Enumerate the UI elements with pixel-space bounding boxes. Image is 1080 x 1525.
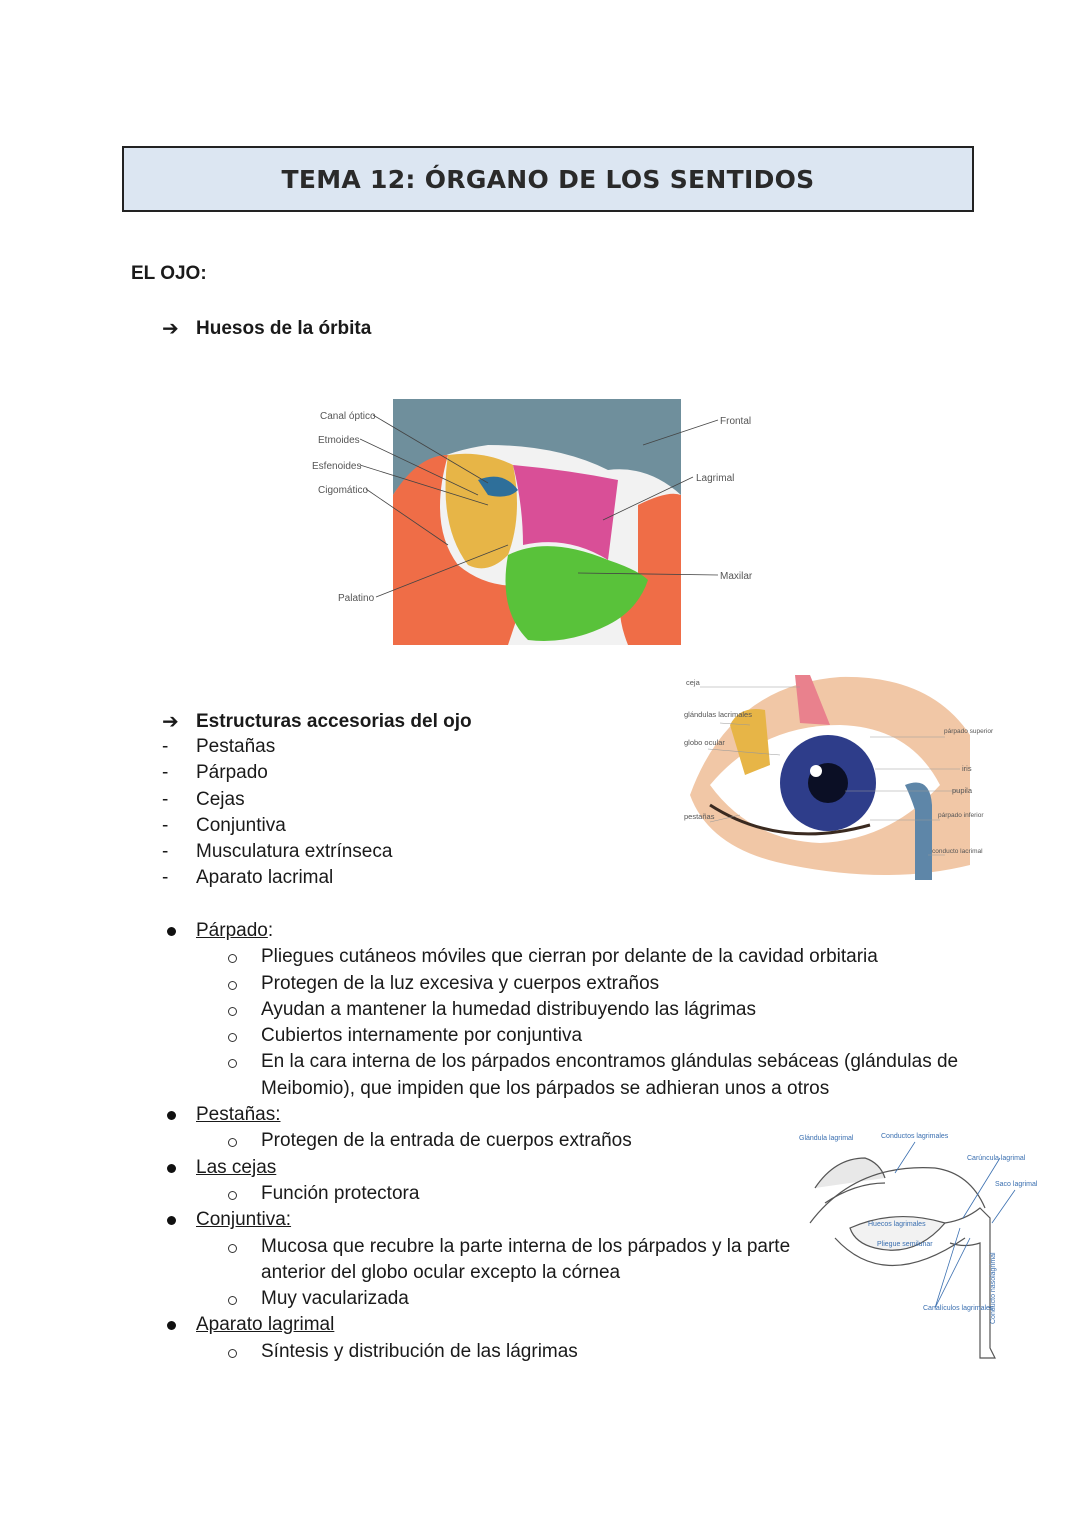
label-parpado-inf: párpado inferior [938, 812, 984, 819]
label-pestanas: pestañas [684, 812, 715, 821]
list-item-text: Conjuntiva [196, 814, 286, 836]
label-glandulas: glándulas lacrimales [684, 710, 752, 719]
detail-heading: Pestañas: [196, 1104, 281, 1126]
label-maxilar: Maxilar [720, 571, 753, 582]
detail-heading: Las cejas [196, 1156, 277, 1178]
list-item: - Musculatura extrínseca [162, 839, 392, 865]
label-parpado-sup: párpado superior [944, 728, 994, 735]
sub-item [261, 1023, 971, 1049]
sub-item [261, 1286, 801, 1312]
list-item-text: Pestañas [196, 736, 276, 757]
sub-item [261, 1181, 821, 1207]
sub-item-text: Cubiertos internamente por conjuntiva [261, 1025, 583, 1047]
label-canaliculos: Canalículos lagrimales [923, 1305, 994, 1312]
detail-heading-suffix: : [267, 920, 274, 941]
label-canal-optico: Canal óptico [320, 411, 376, 422]
label-esfenoides: Esfenoides [312, 461, 362, 472]
label-pupila: pupila [952, 786, 973, 795]
sub-item-text: Protegen de la entrada de cuerpos extraños [261, 1130, 632, 1152]
label-conductos: Conductos lagrimales [881, 1133, 949, 1140]
subsection-accessory-label: Estructuras accesorias del ojo [196, 710, 472, 732]
label-cigomatico: Cigomático [318, 485, 369, 496]
label-lagrimal: Lagrimal [696, 473, 735, 484]
sub-item-text: Síntesis y distribución de las lágrimas [261, 1340, 578, 1362]
bullet-dot [167, 1216, 176, 1225]
title-box [122, 146, 974, 212]
subsection-accessory [162, 709, 472, 734]
list-item: - Párpado [162, 760, 392, 786]
sub-item-text: Mucosa que recubre la parte interna de los párpados y la parte anterior del globo ocular excepto la córnea [261, 1235, 791, 1283]
list-item-text: Párpado [196, 762, 268, 784]
sub-item [261, 971, 971, 997]
label-saco: Saco lagrimal [995, 1181, 1038, 1188]
label-pliegue: Pliegue semilunar [877, 1241, 933, 1248]
list-item-text: Musculatura extrínseca [196, 841, 393, 863]
list-item: - Aparato lacrimal [162, 865, 392, 891]
sub-item [261, 1049, 971, 1102]
list-item: - Conjuntiva [162, 813, 392, 839]
lacrimal-drawing [810, 1158, 995, 1358]
bullet-dot [167, 1111, 176, 1120]
sub-item [261, 944, 971, 970]
sub-item-text: Ayudan a mantener la humedad distribuyendo las lágrimas [261, 998, 757, 1020]
eye-reflection [810, 765, 822, 777]
sub-item [261, 1234, 801, 1287]
list-item: - Cejas [162, 787, 392, 813]
label-huecos: Huecos lagrimales [868, 1221, 926, 1228]
bullet-dot [167, 1321, 176, 1330]
label-globo: globo ocular [684, 738, 725, 747]
arrow-right-icon: ➔ [162, 318, 179, 340]
lacrimal-apparatus-figure [795, 1128, 1045, 1363]
list-item-text: Cejas [196, 788, 245, 810]
subsection-orbit [162, 316, 371, 341]
label-conducto-nasal: Conducto nasolagrimal [990, 1252, 997, 1324]
arrow-right-icon: ➔ [162, 711, 179, 733]
sub-item-text: Muy vacularizada [261, 1288, 409, 1310]
sub-item-text: En la cara interna de los párpados encontramos glándulas sebáceas (glándulas de Meibomio), que impiden que los párpados se adhieran unos a otros [261, 1051, 959, 1099]
bullet-dot [167, 927, 176, 936]
detail-heading: Párpado [196, 920, 268, 941]
label-conducto: conducto lacrimal [932, 848, 983, 855]
sub-item-text: Función protectora [261, 1182, 420, 1204]
label-glandula: Glándula lagrimal [799, 1135, 854, 1142]
orbit-bones-figure [308, 395, 768, 650]
eye-accessory-figure [670, 665, 994, 885]
label-frontal: Frontal [720, 416, 752, 427]
accessory-list [162, 734, 392, 892]
detail-heading: Aparato lagrimal [196, 1314, 335, 1336]
label-iris: iris [962, 764, 972, 773]
sub-item [261, 1339, 821, 1365]
sub-item [261, 1128, 821, 1154]
subsection-orbit-label: Huesos de la órbita [196, 317, 372, 339]
bullet-dot [167, 1164, 176, 1173]
page-title: TEMA 12: ÓRGANO DE LOS SENTIDOS [281, 164, 815, 194]
sub-item-text: Pliegues cutáneos móviles que cierran por delante de la cavidad orbitaria [261, 946, 878, 968]
label-palatino: Palatino [338, 593, 375, 604]
label-caruncula: Carúncula lagrimal [967, 1155, 1026, 1162]
list-item-text: Aparato lacrimal [196, 867, 334, 889]
sub-item [261, 997, 971, 1023]
sub-item-text: Protegen de la luz excesiva y cuerpos extraños [261, 972, 660, 994]
detail-heading: Conjuntiva: [196, 1209, 292, 1231]
list-item: - Pestañas [162, 734, 392, 760]
detail-parpado [162, 918, 971, 1102]
label-etmoides: Etmoides [318, 435, 360, 446]
section-title: EL OJO: [131, 263, 207, 284]
label-ceja: ceja [686, 678, 700, 687]
